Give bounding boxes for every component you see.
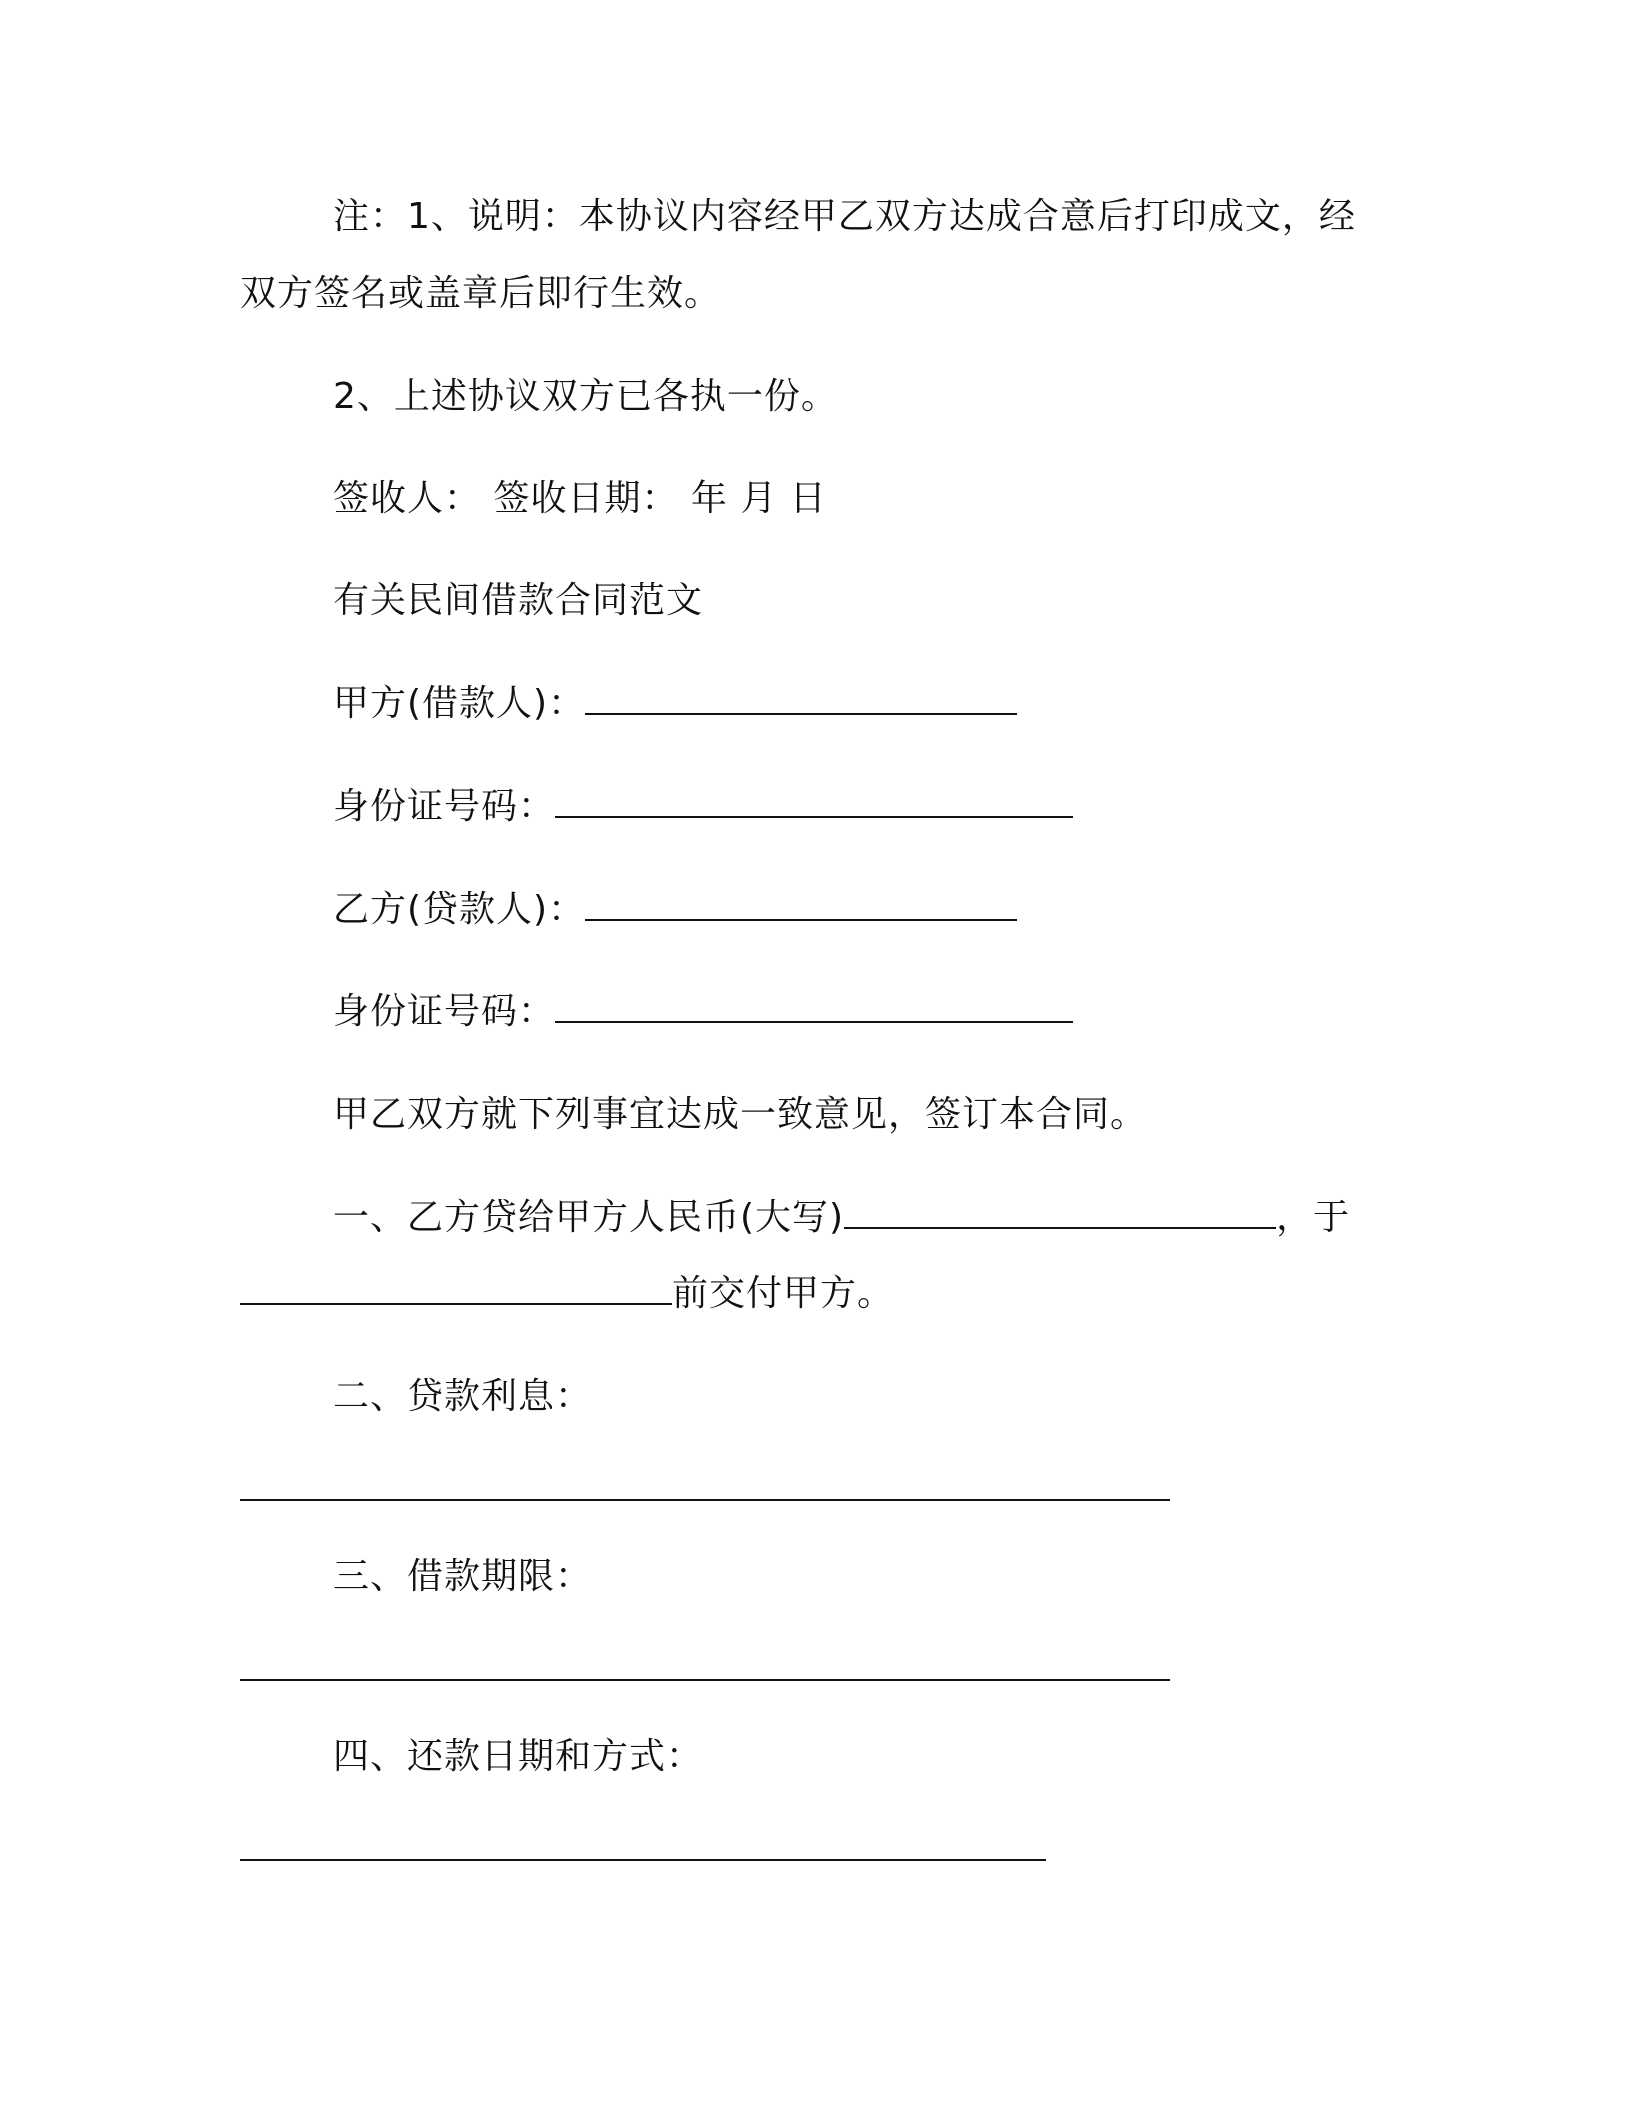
clause-4-blank-line [240, 1859, 1046, 1861]
clause-1-prefix: 一、乙方贷给甲方人民币(大写) [333, 1197, 845, 1238]
clause-1-row-2 [240, 1272, 894, 1316]
party-b-label: 乙方(贷款人)： [333, 889, 586, 930]
party-b-id-row [333, 990, 1073, 1034]
party-a-id-label: 身份证号码： [333, 786, 556, 827]
clause-3-heading: 三、借款期限： [333, 1556, 593, 1597]
clause-1-mid: ，于 [1276, 1197, 1351, 1238]
party-a-row [333, 682, 1017, 726]
clause-2-blank-line [240, 1499, 1170, 1501]
note-item-2: 2、上述协议双方已各执一份。 [333, 376, 838, 417]
note-line-1: 注：1、说明：本协议内容经甲乙双方达成合意后打印成文，经 [333, 196, 1356, 237]
party-b-id-blank [555, 991, 1073, 1023]
party-b-row [333, 888, 1017, 932]
party-a-id-blank [555, 786, 1073, 818]
clause-2-heading: 二、贷款利息： [333, 1376, 593, 1417]
clause-3-blank-line [240, 1679, 1170, 1681]
signoff-line: 签收人： 签收日期： 年 月 日 [333, 478, 827, 519]
document-title: 有关民间借款合同范文 [333, 580, 704, 621]
clause-1-amount-blank [844, 1197, 1276, 1229]
note-line-2: 双方签名或盖章后即行生效。 [240, 273, 722, 314]
party-a-label: 甲方(借款人)： [333, 683, 586, 724]
clause-1-suffix: 前交付甲方。 [672, 1273, 895, 1314]
clause-1-date-blank [240, 1273, 672, 1305]
party-a-id-row [333, 785, 1073, 829]
party-b-blank [585, 889, 1017, 921]
clause-1-row [333, 1196, 1350, 1240]
clause-4-heading: 四、还款日期和方式： [333, 1736, 704, 1777]
party-b-id-label: 身份证号码： [333, 991, 556, 1032]
contract-intro: 甲乙双方就下列事宜达成一致意见，签订本合同。 [333, 1094, 1148, 1135]
party-a-blank [585, 683, 1017, 715]
